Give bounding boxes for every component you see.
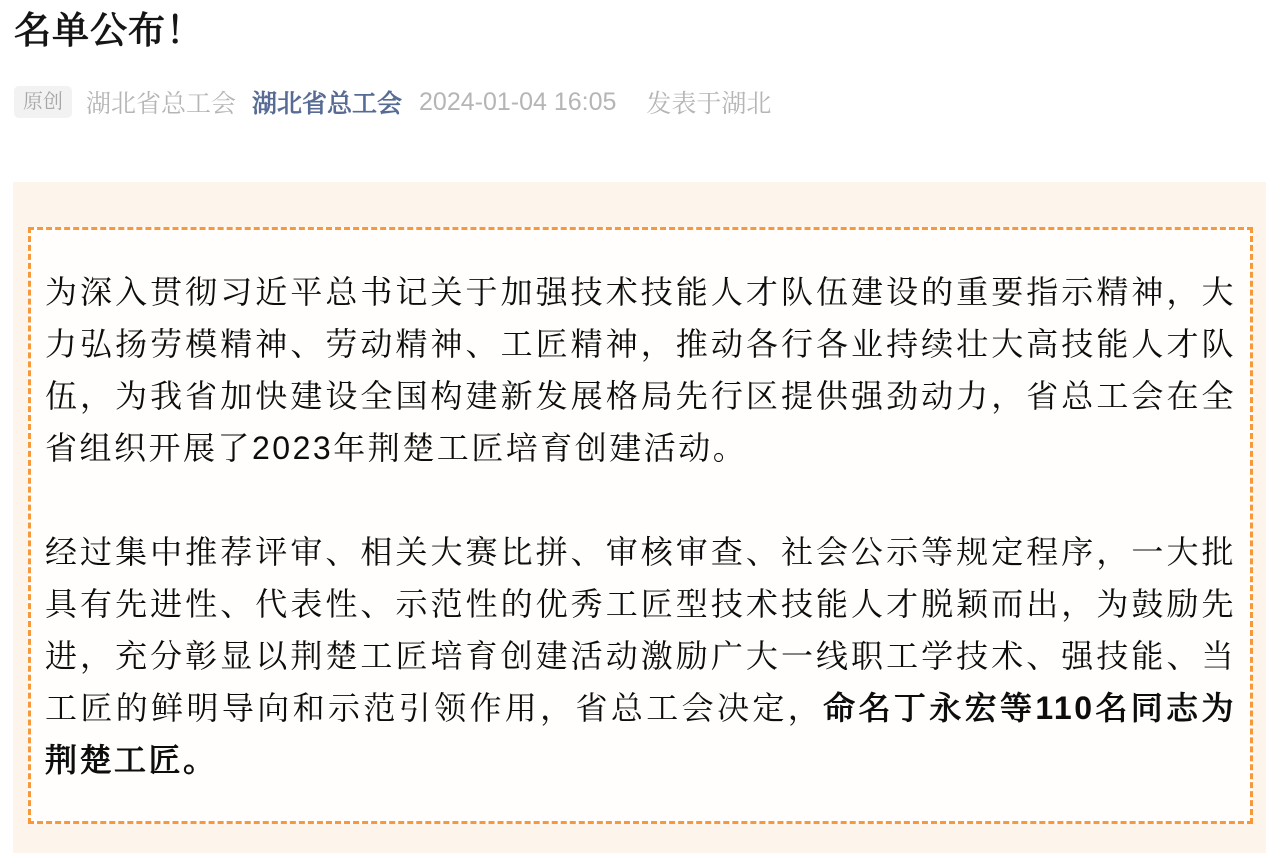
- paragraph-2-bold-text: 命名丁永宏等110名同志为荆楚工匠。: [45, 690, 1236, 778]
- account-link[interactable]: 湖北省总工会: [252, 90, 403, 118]
- publish-location: 发表于湖北: [646, 90, 772, 118]
- paragraph-1: 为深入贯彻习近平总书记关于加强技术技能人才队伍建设的重要指示精神，大力弘扬劳模精神、劳动精神、工匠精神，推动各行各业持续壮大高技能人才队伍，为我省加快建设全国构建新发展格局先行区提供强劲动力，省总工会在全省组织开展了2023年荆楚工匠培育创建活动。: [45, 274, 1236, 466]
- article-meta: [14, 84, 1280, 120]
- content-section: [13, 182, 1266, 853]
- paragraph-2: [45, 526, 1236, 786]
- paragraph-2-text: 经过集中推荐评审、相关大赛比拼、审核审查、社会公示等规定程序，一大批具有先进性、代表性、示范性的优秀工匠型技术技能人才脱颖而出，为鼓励先进，充分彰显以荆楚工匠培育创建活动激励广大一线职工学技术、强技能、当工匠的鲜明导向和示范引领作用，省总工会决定，: [45, 534, 1236, 726]
- author-name: 湖北省总工会: [86, 90, 237, 118]
- publish-datetime: 2024-01-04 16:05: [419, 87, 617, 116]
- dashed-content-box: [28, 227, 1253, 824]
- original-badge: 原创: [14, 86, 72, 118]
- article-title: 名单公布！: [14, 10, 204, 51]
